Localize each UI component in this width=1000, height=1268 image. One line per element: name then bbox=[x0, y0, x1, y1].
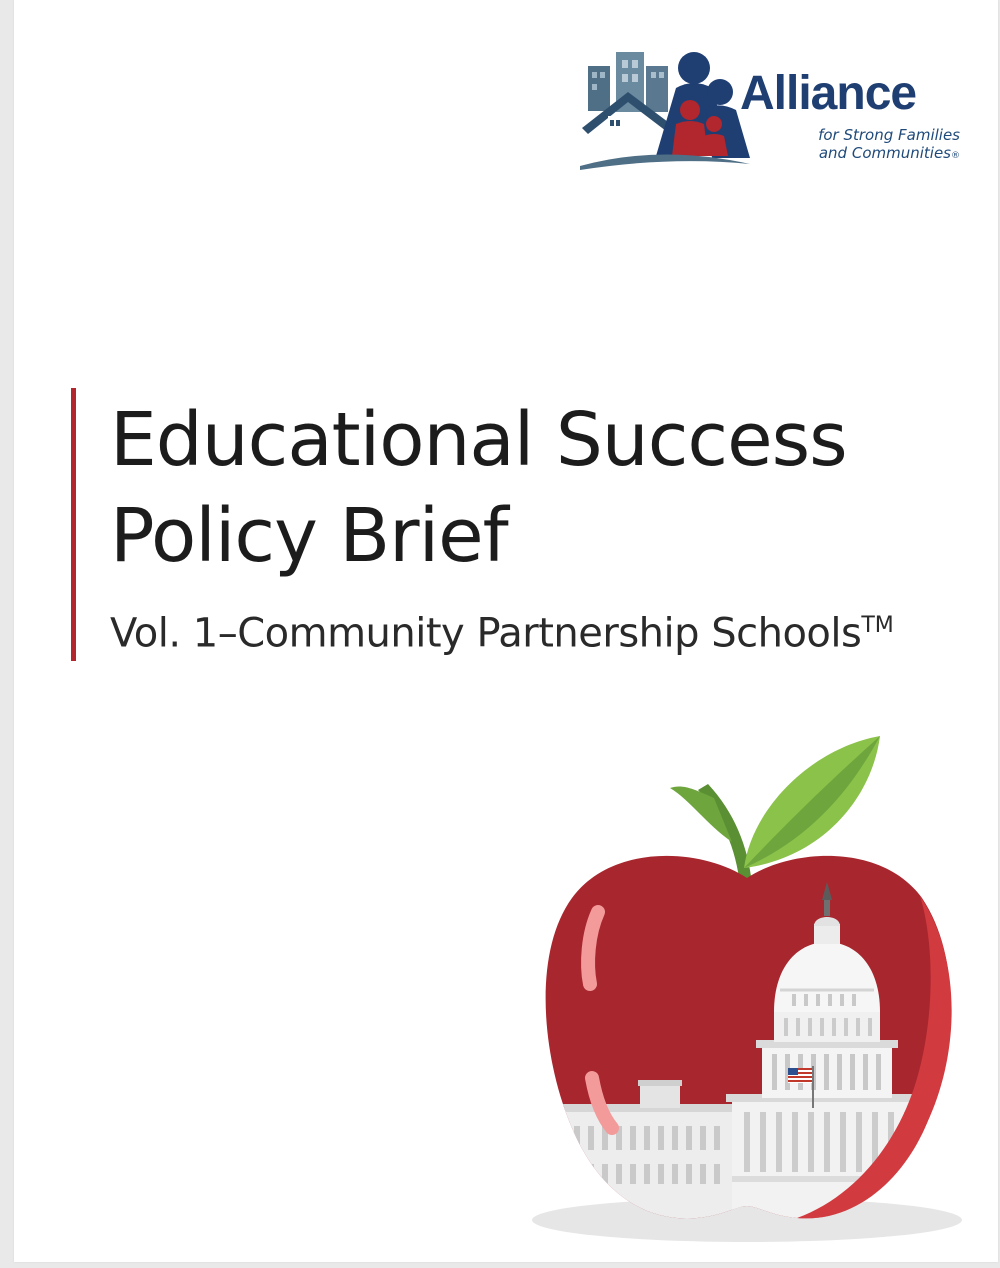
title-accent-bar bbox=[71, 388, 76, 661]
registered-mark: ® bbox=[951, 151, 960, 161]
logo-tagline bbox=[775, 126, 960, 165]
subtitle-text: Vol. 1–Community Partnership Schools bbox=[110, 610, 862, 657]
document-title bbox=[110, 392, 970, 584]
alliance-logo bbox=[580, 48, 960, 178]
document-subtitle bbox=[110, 600, 990, 659]
logo-tagline-line1: for Strong Families bbox=[818, 126, 960, 144]
title-line2: Policy Brief bbox=[110, 493, 508, 579]
logo-tagline-line2-text: and Communities bbox=[818, 144, 951, 162]
logo-tagline-line2 bbox=[775, 144, 960, 165]
document-page bbox=[14, 0, 998, 1262]
alliance-family-house-icon bbox=[580, 48, 755, 173]
logo-name: Alliance bbox=[740, 67, 917, 120]
apple-capitol-icon bbox=[522, 728, 972, 1248]
title-line1: Educational Success bbox=[110, 397, 847, 483]
trademark-mark: TM bbox=[861, 613, 894, 638]
